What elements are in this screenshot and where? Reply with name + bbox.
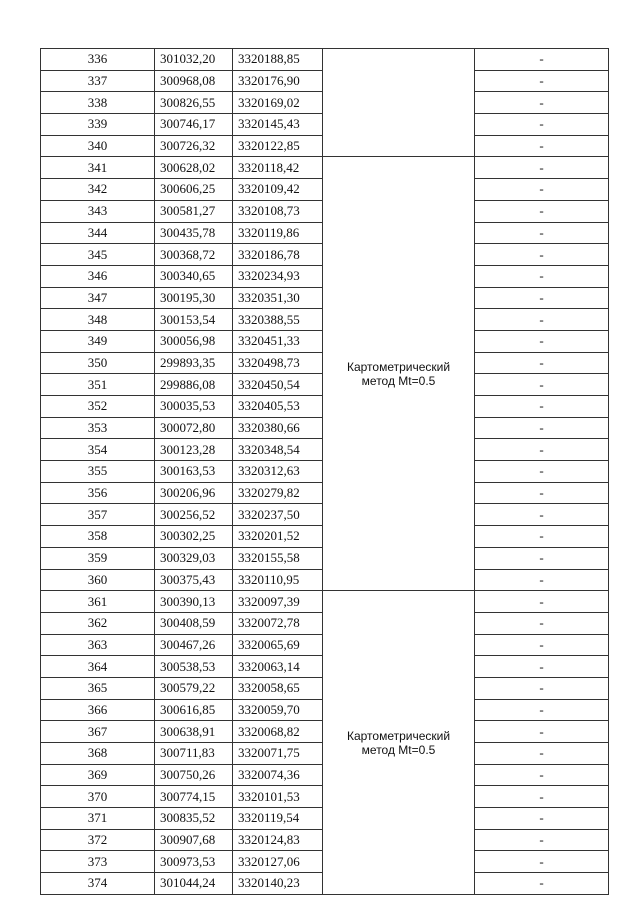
x-coordinate-cell: 300123,28: [155, 439, 233, 461]
status-cell: -: [475, 851, 609, 873]
status-cell: -: [475, 200, 609, 222]
x-coordinate-cell: 300973,53: [155, 851, 233, 873]
y-coordinate-cell: 3320169,02: [233, 92, 323, 114]
x-coordinate-cell: 300340,65: [155, 265, 233, 287]
status-cell: -: [475, 677, 609, 699]
x-coordinate-cell: 300302,25: [155, 526, 233, 548]
status-cell: -: [475, 309, 609, 331]
point-number-cell: 336: [41, 49, 155, 71]
point-number-cell: 341: [41, 157, 155, 179]
status-cell: -: [475, 721, 609, 743]
x-coordinate-cell: 300726,32: [155, 135, 233, 157]
status-cell: -: [475, 461, 609, 483]
y-coordinate-cell: 3320201,52: [233, 526, 323, 548]
x-coordinate-cell: 300616,85: [155, 699, 233, 721]
point-number-cell: 352: [41, 396, 155, 418]
status-cell: -: [475, 417, 609, 439]
x-coordinate-cell: 300579,22: [155, 677, 233, 699]
status-cell: -: [475, 374, 609, 396]
x-coordinate-cell: 300206,96: [155, 482, 233, 504]
coordinates-table-body: [41, 49, 609, 895]
status-cell: -: [475, 808, 609, 830]
status-cell: -: [475, 330, 609, 352]
status-cell: -: [475, 634, 609, 656]
point-number-cell: 342: [41, 179, 155, 201]
point-number-cell: 362: [41, 612, 155, 634]
status-cell: -: [475, 287, 609, 309]
status-cell: -: [475, 439, 609, 461]
status-cell: -: [475, 265, 609, 287]
x-coordinate-cell: 300375,43: [155, 569, 233, 591]
x-coordinate-cell: 300056,98: [155, 330, 233, 352]
y-coordinate-cell: 3320101,53: [233, 786, 323, 808]
x-coordinate-cell: 300750,26: [155, 764, 233, 786]
point-number-cell: 356: [41, 482, 155, 504]
y-coordinate-cell: 3320388,55: [233, 309, 323, 331]
point-number-cell: 372: [41, 829, 155, 851]
x-coordinate-cell: 300153,54: [155, 309, 233, 331]
x-coordinate-cell: 300606,25: [155, 179, 233, 201]
x-coordinate-cell: 300581,27: [155, 200, 233, 222]
y-coordinate-cell: 3320110,95: [233, 569, 323, 591]
point-number-cell: 355: [41, 461, 155, 483]
y-coordinate-cell: 3320237,50: [233, 504, 323, 526]
x-coordinate-cell: 300746,17: [155, 114, 233, 136]
point-number-cell: 351: [41, 374, 155, 396]
status-cell: -: [475, 591, 609, 613]
x-coordinate-cell: 300072,80: [155, 417, 233, 439]
y-coordinate-cell: 3320068,82: [233, 721, 323, 743]
x-coordinate-cell: 300435,78: [155, 222, 233, 244]
point-number-cell: 364: [41, 656, 155, 678]
y-coordinate-cell: 3320498,73: [233, 352, 323, 374]
y-coordinate-cell: 3320124,83: [233, 829, 323, 851]
x-coordinate-cell: 300035,53: [155, 396, 233, 418]
y-coordinate-cell: 3320155,58: [233, 547, 323, 569]
y-coordinate-cell: 3320348,54: [233, 439, 323, 461]
y-coordinate-cell: 3320312,63: [233, 461, 323, 483]
x-coordinate-cell: 300711,83: [155, 743, 233, 765]
x-coordinate-cell: 299886,08: [155, 374, 233, 396]
y-coordinate-cell: 3320109,42: [233, 179, 323, 201]
x-coordinate-cell: 300195,30: [155, 287, 233, 309]
x-coordinate-cell: 300968,08: [155, 70, 233, 92]
y-coordinate-cell: 3320451,33: [233, 330, 323, 352]
coordinates-table: [40, 48, 609, 895]
point-number-cell: 359: [41, 547, 155, 569]
y-coordinate-cell: 3320119,54: [233, 808, 323, 830]
y-coordinate-cell: 3320188,85: [233, 49, 323, 71]
point-number-cell: 345: [41, 244, 155, 266]
y-coordinate-cell: 3320119,86: [233, 222, 323, 244]
y-coordinate-cell: 3320145,43: [233, 114, 323, 136]
y-coordinate-cell: 3320405,53: [233, 396, 323, 418]
status-cell: -: [475, 786, 609, 808]
method-cell: Картометрический метод Mt=0.5: [323, 157, 475, 591]
point-number-cell: 338: [41, 92, 155, 114]
status-cell: -: [475, 504, 609, 526]
x-coordinate-cell: 300408,59: [155, 612, 233, 634]
point-number-cell: 371: [41, 808, 155, 830]
y-coordinate-cell: 3320072,78: [233, 612, 323, 634]
x-coordinate-cell: 299893,35: [155, 352, 233, 374]
point-number-cell: 344: [41, 222, 155, 244]
point-number-cell: 367: [41, 721, 155, 743]
y-coordinate-cell: 3320122,85: [233, 135, 323, 157]
status-cell: -: [475, 352, 609, 374]
x-coordinate-cell: 300329,03: [155, 547, 233, 569]
y-coordinate-cell: 3320140,23: [233, 873, 323, 895]
point-number-cell: 337: [41, 70, 155, 92]
point-number-cell: 374: [41, 873, 155, 895]
status-cell: -: [475, 70, 609, 92]
y-coordinate-cell: 3320450,54: [233, 374, 323, 396]
point-number-cell: 369: [41, 764, 155, 786]
point-number-cell: 368: [41, 743, 155, 765]
y-coordinate-cell: 3320063,14: [233, 656, 323, 678]
status-cell: -: [475, 873, 609, 895]
y-coordinate-cell: 3320176,90: [233, 70, 323, 92]
point-number-cell: 370: [41, 786, 155, 808]
y-coordinate-cell: 3320351,30: [233, 287, 323, 309]
y-coordinate-cell: 3320118,42: [233, 157, 323, 179]
point-number-cell: 366: [41, 699, 155, 721]
point-number-cell: 343: [41, 200, 155, 222]
point-number-cell: 360: [41, 569, 155, 591]
point-number-cell: 348: [41, 309, 155, 331]
point-number-cell: 347: [41, 287, 155, 309]
point-number-cell: 354: [41, 439, 155, 461]
status-cell: -: [475, 157, 609, 179]
table-row: [41, 157, 609, 179]
method-cell: Картометрический метод Mt=0.5: [323, 591, 475, 895]
status-cell: -: [475, 764, 609, 786]
status-cell: -: [475, 396, 609, 418]
point-number-cell: 340: [41, 135, 155, 157]
x-coordinate-cell: 300390,13: [155, 591, 233, 613]
status-cell: -: [475, 114, 609, 136]
x-coordinate-cell: 300163,53: [155, 461, 233, 483]
point-number-cell: 365: [41, 677, 155, 699]
status-cell: -: [475, 569, 609, 591]
y-coordinate-cell: 3320097,39: [233, 591, 323, 613]
status-cell: -: [475, 49, 609, 71]
status-cell: -: [475, 743, 609, 765]
y-coordinate-cell: 3320186,78: [233, 244, 323, 266]
coordinates-sheet: [40, 48, 609, 895]
y-coordinate-cell: 3320108,73: [233, 200, 323, 222]
point-number-cell: 358: [41, 526, 155, 548]
x-coordinate-cell: 301044,24: [155, 873, 233, 895]
status-cell: -: [475, 612, 609, 634]
y-coordinate-cell: 3320058,65: [233, 677, 323, 699]
method-cell: [323, 49, 475, 157]
point-number-cell: 339: [41, 114, 155, 136]
x-coordinate-cell: 300368,72: [155, 244, 233, 266]
y-coordinate-cell: 3320071,75: [233, 743, 323, 765]
x-coordinate-cell: 300467,26: [155, 634, 233, 656]
status-cell: -: [475, 699, 609, 721]
x-coordinate-cell: 301032,20: [155, 49, 233, 71]
x-coordinate-cell: 300826,55: [155, 92, 233, 114]
table-row: [41, 591, 609, 613]
x-coordinate-cell: 300256,52: [155, 504, 233, 526]
point-number-cell: 357: [41, 504, 155, 526]
point-number-cell: 349: [41, 330, 155, 352]
status-cell: -: [475, 92, 609, 114]
point-number-cell: 350: [41, 352, 155, 374]
status-cell: -: [475, 482, 609, 504]
status-cell: -: [475, 135, 609, 157]
y-coordinate-cell: 3320234,93: [233, 265, 323, 287]
status-cell: -: [475, 829, 609, 851]
status-cell: -: [475, 656, 609, 678]
table-row: [41, 49, 609, 71]
y-coordinate-cell: 3320059,70: [233, 699, 323, 721]
status-cell: -: [475, 547, 609, 569]
y-coordinate-cell: 3320074,36: [233, 764, 323, 786]
x-coordinate-cell: 300638,91: [155, 721, 233, 743]
point-number-cell: 373: [41, 851, 155, 873]
point-number-cell: 353: [41, 417, 155, 439]
x-coordinate-cell: 300835,52: [155, 808, 233, 830]
x-coordinate-cell: 300628,02: [155, 157, 233, 179]
point-number-cell: 346: [41, 265, 155, 287]
y-coordinate-cell: 3320127,06: [233, 851, 323, 873]
y-coordinate-cell: 3320279,82: [233, 482, 323, 504]
status-cell: -: [475, 526, 609, 548]
x-coordinate-cell: 300774,15: [155, 786, 233, 808]
y-coordinate-cell: 3320380,66: [233, 417, 323, 439]
x-coordinate-cell: 300538,53: [155, 656, 233, 678]
status-cell: -: [475, 222, 609, 244]
point-number-cell: 363: [41, 634, 155, 656]
status-cell: -: [475, 244, 609, 266]
point-number-cell: 361: [41, 591, 155, 613]
status-cell: -: [475, 179, 609, 201]
y-coordinate-cell: 3320065,69: [233, 634, 323, 656]
x-coordinate-cell: 300907,68: [155, 829, 233, 851]
